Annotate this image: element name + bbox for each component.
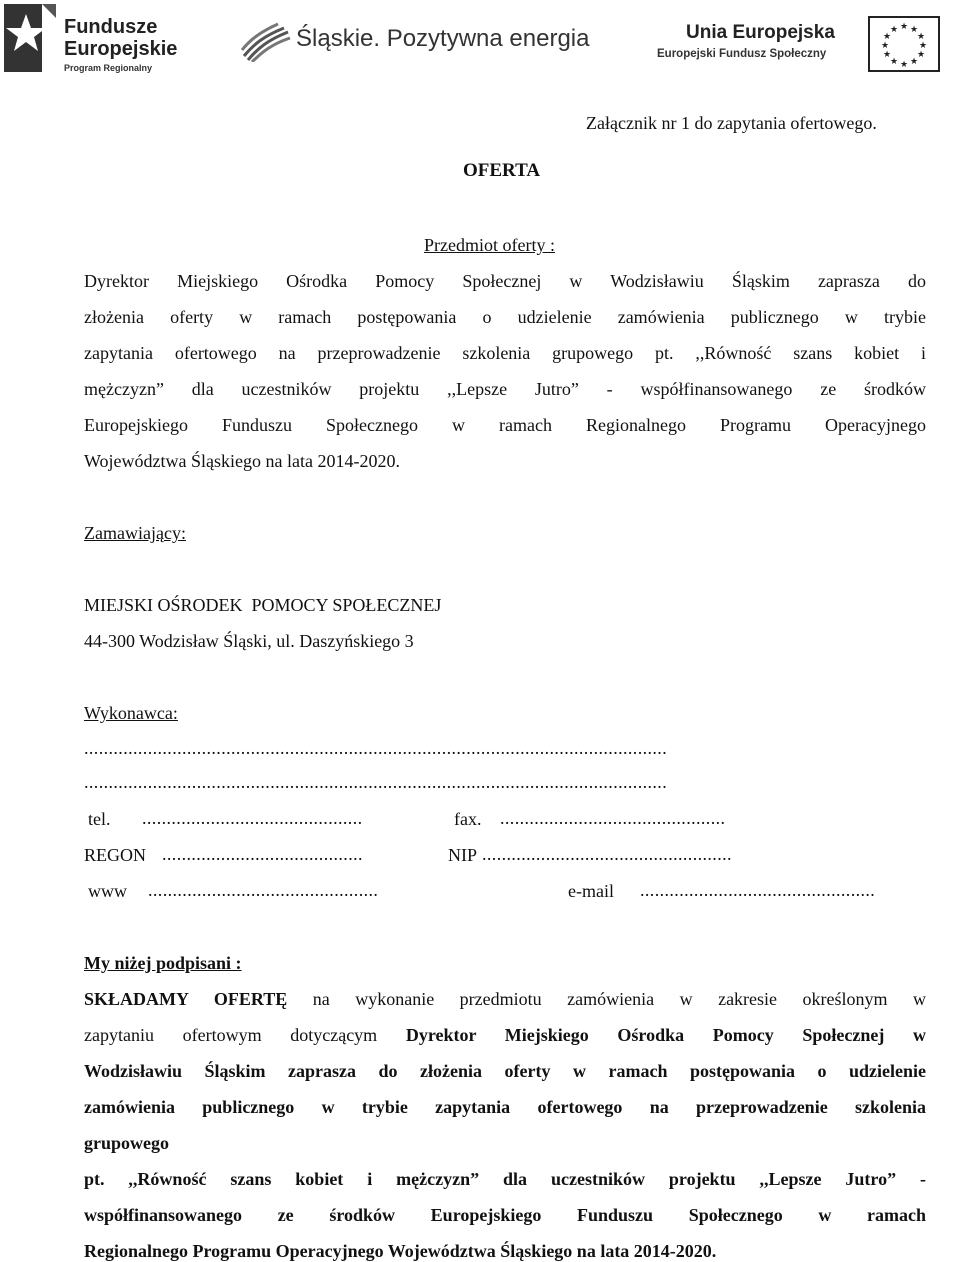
offer-line-6: pt. ,,Równość szans kobiet i mężczyzn” dla uczestników projektu ,,Lepsze Jutro” - <box>84 1169 926 1189</box>
slaskie-text: Śląskie. Pozytywna energia <box>296 25 590 52</box>
subject-line-1: Dyrektor Miejskiego Ośrodka Pomocy Społecznej w Wodzisławiu Śląskim zaprasza do <box>84 271 926 291</box>
slaskie-logo <box>240 22 610 62</box>
offer-line1-rest: na wykonanie przedmiotu zamówienia w zakresie określonym w <box>312 989 927 1009</box>
subject-line-3: zapytania ofertowego na przeprowadzenie szkolenia grupowego pt. ,,Równość szans kobiet i <box>84 343 926 363</box>
contractor-heading: Wykonawca: <box>84 703 178 723</box>
email-label: e-mail <box>568 881 614 901</box>
www-field[interactable]: ............................................... <box>148 880 379 900</box>
subject-line-5: Europejskiego Funduszu Społecznego w ramach Regionalnego Programu Operacyjnego <box>84 415 926 435</box>
regon-field[interactable]: ......................................... <box>162 844 363 864</box>
svg-text:★: ★ <box>909 25 919 35</box>
offer-line-2 <box>84 1024 926 1046</box>
subject-line-4: mężczyzn” dla uczestników projektu ,,Lepsze Jutro” - współfinansowanego ze środków <box>84 379 926 399</box>
regon-label: REGON <box>84 845 146 865</box>
offer-line-1 <box>84 988 926 1010</box>
svg-text:★: ★ <box>916 50 926 60</box>
tel-field[interactable]: ............................................. <box>142 808 363 828</box>
fax-label: fax. <box>454 809 482 829</box>
fe-line2: Europejskie <box>64 38 178 60</box>
svg-text:★: ★ <box>916 32 926 42</box>
svg-text:★: ★ <box>880 41 890 51</box>
contractor-dots-line1[interactable]: ....................................................................................................................... <box>84 738 668 758</box>
subject-line-2: złożenia oferty w ramach postępowania o udzielenie zamówienia publicznego w trybie <box>84 307 926 327</box>
unia-europejska-logo <box>654 14 954 74</box>
logo-bar <box>0 0 960 80</box>
svg-text:★: ★ <box>882 50 892 60</box>
svg-text:★: ★ <box>882 32 892 42</box>
svg-text:★: ★ <box>909 57 919 67</box>
offer-line-4: zamówienia publicznego w trybie zapytania ofertowego na przeprowadzenie szkolenia <box>84 1097 926 1117</box>
contractor-dots-line2[interactable]: ....................................................................................................................... <box>84 772 668 792</box>
svg-text:★: ★ <box>899 60 909 70</box>
fe-line1: Fundusze <box>64 16 158 38</box>
email-field[interactable]: ................................................ <box>640 880 876 900</box>
tel-label: tel. <box>88 809 111 829</box>
offer-line-8: Regionalnego Programu Operacyjnego Województwa Śląskiego na lata 2014-2020. <box>84 1241 717 1261</box>
nip-label: NIP <box>448 845 478 865</box>
orderer-heading: Zamawiający: <box>84 523 186 543</box>
signed-heading: My niżej podpisani : <box>84 953 242 973</box>
svg-text:★: ★ <box>889 57 899 67</box>
offer-line-5: grupowego <box>84 1133 169 1153</box>
fundusze-europejskie-logo <box>4 4 194 76</box>
slaskie-waves-icon <box>240 22 292 62</box>
offer-line2-bold: Dyrektor Miejskiego Ośrodka Pomocy Społecznej w <box>405 1025 926 1045</box>
ue-line1: Unia Europejska <box>686 22 835 43</box>
www-label: www <box>88 881 127 901</box>
fundusze-europejskie-star-icon <box>4 4 56 72</box>
offer-strong: SKŁADAMY OFERTĘ <box>84 989 288 1009</box>
annex-note: Załącznik nr 1 do zapytania ofertowego. <box>586 113 877 133</box>
subject-heading: Przedmiot oferty : <box>424 235 555 255</box>
fax-field[interactable]: .............................................. <box>500 808 726 828</box>
ue-line2: Europejski Fundusz Społeczny <box>657 48 827 60</box>
offer-line2-plain: zapytaniu ofertowym dotyczącym <box>84 1025 378 1045</box>
svg-text:★: ★ <box>918 41 928 51</box>
offer-line-3: Wodzisławiu Śląskim zaprasza do złożenia oferty w ramach postępowania o udzielenie <box>84 1061 926 1081</box>
offer-line-7: współfinansowanego ze środków Europejskiego Funduszu Społecznego w ramach <box>84 1205 926 1225</box>
svg-text:★: ★ <box>889 25 899 35</box>
eu-flag-icon <box>868 16 940 72</box>
fe-line3: Program Regionalny <box>64 63 153 73</box>
nip-field[interactable]: ................................................... <box>482 844 732 864</box>
subject-line-6: Województwa Śląskiego na lata 2014-2020. <box>84 451 400 471</box>
orderer-name: MIEJSKI OŚRODEK POMOCY SPOŁECZNEJ <box>84 595 442 615</box>
svg-text:★: ★ <box>899 22 909 32</box>
document-title: OFERTA <box>463 160 541 181</box>
orderer-address: 44-300 Wodzisław Śląski, ul. Daszyńskiego 3 <box>84 631 414 651</box>
